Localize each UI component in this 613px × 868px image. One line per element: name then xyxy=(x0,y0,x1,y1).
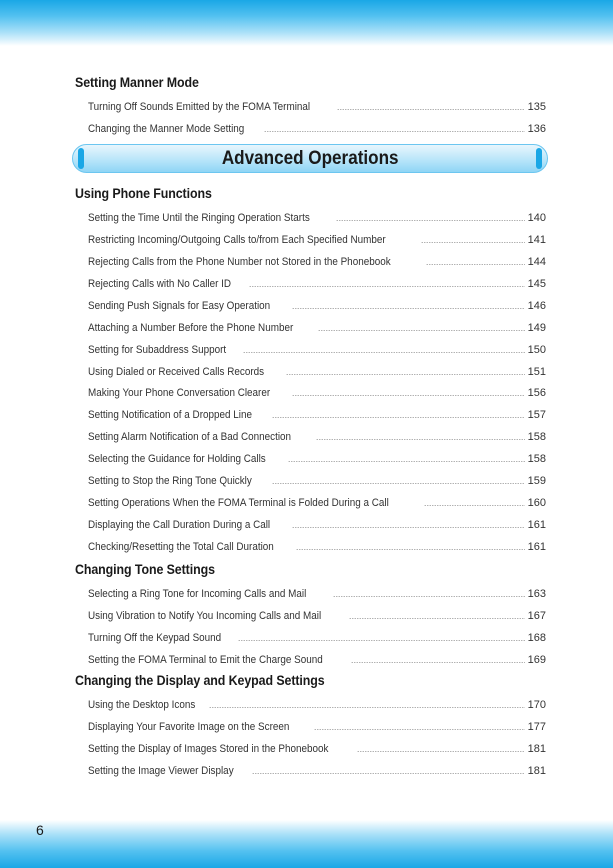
toc-entry[interactable] xyxy=(88,230,546,246)
dot-leader xyxy=(272,483,525,484)
toc-entry-title: Setting the Time Until the Ringing Operation Starts xyxy=(88,212,310,224)
toc-entry[interactable] xyxy=(88,695,546,711)
toc-entry-title: Setting Alarm Notification of a Bad Connection xyxy=(88,431,292,444)
toc-entry[interactable] xyxy=(88,208,546,224)
dot-leader xyxy=(296,549,525,550)
toc-entry-title: Rejecting Calls from the Phone Number not Stored in the Phonebook xyxy=(88,255,391,268)
toc-entry-title: Using Vibration to Notify You Incoming Calls and Mail xyxy=(88,609,322,622)
toc-entry-page: 141 xyxy=(527,233,546,246)
toc-entry[interactable] xyxy=(88,739,546,755)
toc-entry[interactable] xyxy=(88,449,546,465)
toc-entry-title: Using Dialed or Received Calls Records xyxy=(88,365,265,378)
toc-entry[interactable] xyxy=(88,537,546,553)
dot-leader xyxy=(318,330,525,331)
toc-entry-title: Selecting the Guidance for Holding Calls xyxy=(88,453,266,466)
toc-entry-page: 177 xyxy=(527,720,546,733)
toc-entry-page: 159 xyxy=(527,475,546,488)
toc-entry-page: 146 xyxy=(527,299,546,312)
toc-entry[interactable] xyxy=(88,717,546,733)
toc-entry[interactable] xyxy=(88,471,546,487)
toc-entry-title: Attaching a Number Before the Phone Number xyxy=(88,321,294,334)
section-heading: Setting Manner Mode xyxy=(75,75,199,90)
dot-leader xyxy=(337,109,525,110)
toc-entry-page: 169 xyxy=(527,653,546,666)
toc-entry[interactable] xyxy=(88,274,546,290)
toc-entry-title: Selecting a Ring Tone for Incoming Calls and Mail xyxy=(88,588,307,600)
toc-entry[interactable] xyxy=(88,405,546,421)
toc-entry-page: 144 xyxy=(527,255,546,268)
dot-leader xyxy=(349,618,525,619)
toc-entry-page: 158 xyxy=(527,453,546,466)
toc-entry-page: 163 xyxy=(527,588,546,600)
toc-entry-title: Setting the Display of Images Stored in the Phonebook xyxy=(88,742,329,755)
toc-entry-page: 170 xyxy=(527,699,546,711)
toc-entry-page: 151 xyxy=(527,365,546,378)
toc-entry-page: 149 xyxy=(527,321,546,334)
toc-entry-title: Checking/Resetting the Total Call Duration xyxy=(88,540,274,553)
toc-entry[interactable] xyxy=(88,97,546,113)
dot-leader xyxy=(209,707,525,708)
toc-entry-page: 158 xyxy=(527,431,546,444)
toc-entry-page: 140 xyxy=(527,212,546,224)
dot-leader xyxy=(357,751,525,752)
toc-entry-title: Setting for Subaddress Support xyxy=(88,343,227,356)
dot-leader xyxy=(292,395,525,396)
toc-entry-title: Using the Desktop Icons xyxy=(88,699,196,711)
toc-entry[interactable] xyxy=(88,383,546,399)
toc-entry-page: 145 xyxy=(527,277,546,290)
toc-entry-title: Changing the Manner Mode Setting xyxy=(88,122,245,135)
dot-leader xyxy=(272,417,525,418)
toc-entry-title: Turning Off the Keypad Sound xyxy=(88,631,222,644)
toc-entry[interactable] xyxy=(88,584,546,600)
toc-entry[interactable] xyxy=(88,252,546,268)
dot-leader xyxy=(292,308,525,309)
toc-entry-page: 181 xyxy=(527,742,546,755)
dot-leader xyxy=(292,527,525,528)
toc-entry[interactable] xyxy=(88,515,546,531)
dot-leader xyxy=(243,352,525,353)
dot-leader xyxy=(333,596,525,597)
toc-entry-title: Rejecting Calls with No Caller ID xyxy=(88,277,232,290)
section-heading: Changing Tone Settings xyxy=(75,562,215,577)
toc-entry[interactable] xyxy=(88,318,546,334)
toc-entry-title: Setting to Stop the Ring Tone Quickly xyxy=(88,475,252,488)
toc-entry-page: 161 xyxy=(527,540,546,553)
toc-entry-title: Setting the Image Viewer Display xyxy=(88,764,234,777)
dot-leader xyxy=(314,729,525,730)
toc-entry[interactable] xyxy=(88,606,546,622)
section-heading: Changing the Display and Keypad Settings xyxy=(75,673,325,688)
toc-entry[interactable] xyxy=(88,650,546,666)
toc-entry[interactable] xyxy=(88,427,546,443)
dot-leader xyxy=(238,640,525,641)
toc-entry-page: 168 xyxy=(527,631,546,644)
dot-leader xyxy=(286,374,525,375)
toc-entry[interactable] xyxy=(88,493,546,509)
dot-leader xyxy=(249,286,525,287)
toc-entry[interactable] xyxy=(88,340,546,356)
section-heading: Using Phone Functions xyxy=(75,186,212,201)
toc-entry-page: 157 xyxy=(527,409,546,422)
header-gradient-band xyxy=(0,0,613,46)
toc-entry[interactable] xyxy=(88,628,546,644)
toc-entry[interactable] xyxy=(88,362,546,378)
toc-entry-page: 160 xyxy=(527,497,546,510)
toc-entry-page: 135 xyxy=(527,101,546,113)
toc-entry-title: Making Your Phone Conversation Clearer xyxy=(88,387,271,400)
toc-entry-title: Displaying the Call Duration During a Call xyxy=(88,519,271,532)
toc-entry-page: 167 xyxy=(527,609,546,622)
toc-entry-page: 181 xyxy=(527,764,546,777)
chapter-title-banner xyxy=(72,144,548,173)
toc-entry-title: Displaying Your Favorite Image on the Screen xyxy=(88,720,290,733)
toc-entry-title: Setting the FOMA Terminal to Emit the Charge Sound xyxy=(88,653,323,666)
toc-entry-title: Turning Off Sounds Emitted by the FOMA Terminal xyxy=(88,101,311,113)
footer-gradient-band xyxy=(0,820,613,868)
dot-leader xyxy=(426,264,525,265)
dot-leader xyxy=(421,242,525,243)
toc-entry-title: Setting Notification of a Dropped Line xyxy=(88,409,253,422)
dot-leader xyxy=(264,131,525,132)
page-number: 6 xyxy=(36,822,44,838)
dot-leader xyxy=(336,220,525,221)
toc-entry[interactable] xyxy=(88,761,546,777)
toc-entry-page: 136 xyxy=(527,122,546,135)
dot-leader xyxy=(252,773,525,774)
toc-entry-title: Restricting Incoming/Outgoing Calls to/from Each Specified Number xyxy=(88,233,386,246)
toc-entry-title: Sending Push Signals for Easy Operation xyxy=(88,299,271,312)
dot-leader xyxy=(316,439,525,440)
toc-entry[interactable] xyxy=(88,296,546,312)
dot-leader xyxy=(351,662,525,663)
dot-leader xyxy=(288,461,525,462)
toc-entry[interactable] xyxy=(88,119,546,135)
toc-entry-title: Setting Operations When the FOMA Terminal is Folded During a Call xyxy=(88,497,389,510)
toc-entry-page: 150 xyxy=(527,343,546,356)
chapter-title: Advanced Operations xyxy=(221,147,399,169)
toc-entry-page: 156 xyxy=(527,387,546,400)
toc-entry-page: 161 xyxy=(527,519,546,532)
dot-leader xyxy=(424,505,525,506)
